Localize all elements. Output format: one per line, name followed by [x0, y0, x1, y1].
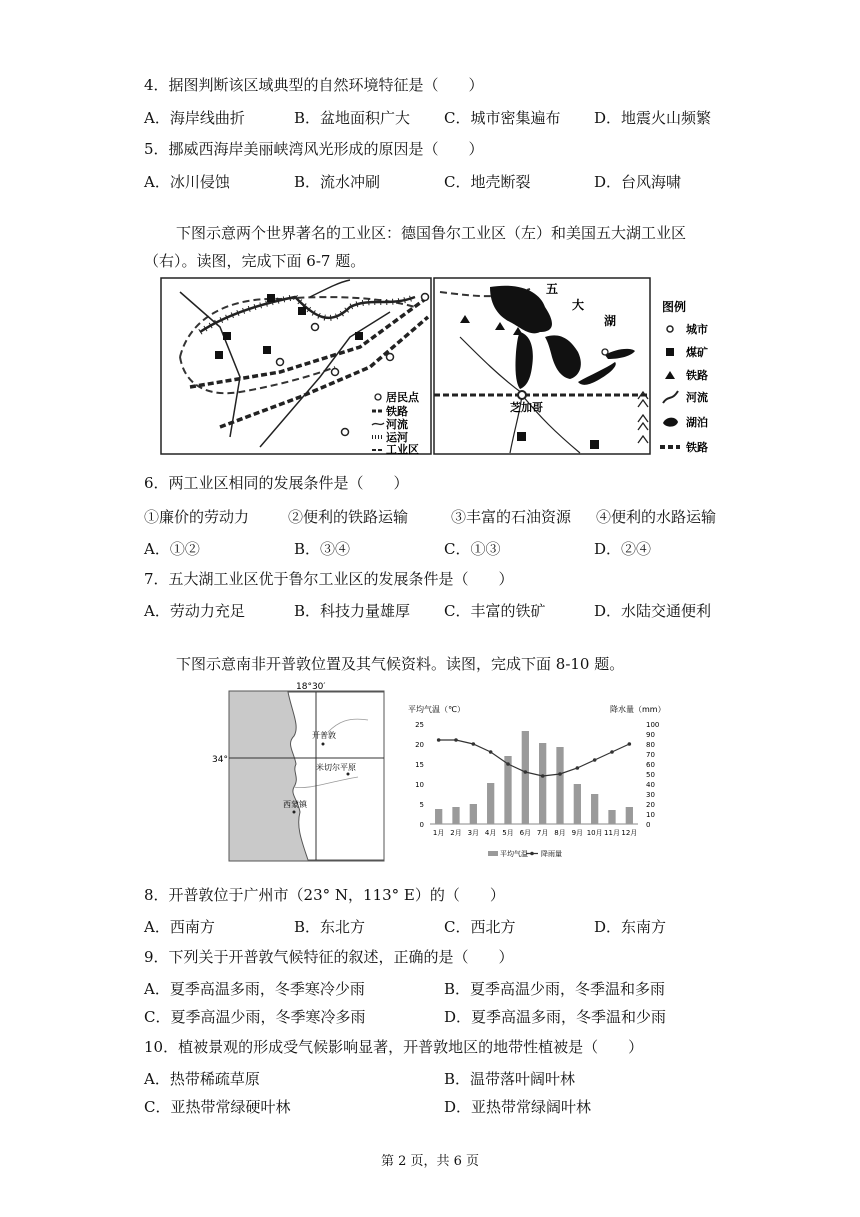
q6-option-c[interactable]: C．①③	[444, 540, 501, 558]
right-legend-coal: 煤矿	[686, 346, 708, 359]
q8-option-b[interactable]: B．东北方	[294, 918, 366, 936]
rainfall-bar	[608, 810, 615, 824]
chart-y2-tick-label: 50	[646, 771, 655, 779]
right-legend-title: 图例	[662, 300, 687, 314]
chart-x-tick-label: 6月	[519, 829, 532, 837]
q9-option-c[interactable]: C．夏季高温少雨，冬季寒冷多雨	[144, 1008, 366, 1026]
chart-x-tick-label: 8月	[554, 829, 566, 837]
temperature-point	[506, 762, 510, 766]
q9-option-d[interactable]: D．夏季高温多雨，冬季温和少雨	[444, 1008, 667, 1026]
chart-y-tick-label: 0	[419, 821, 424, 829]
cape-town-map	[212, 682, 388, 864]
q7-option-c[interactable]: C．丰富的铁矿	[444, 602, 546, 620]
question-5-stem: 5．挪威西海岸美丽峡湾风光形成的原因是（ ）	[144, 140, 484, 158]
chart-y2-tick-label: 60	[646, 761, 655, 769]
chart-y-tick-label: 20	[415, 741, 424, 749]
rainfall-bar	[470, 804, 477, 824]
q6-statement-4: ④便利的水路运输	[596, 508, 717, 526]
legend-rain-swatch	[488, 851, 498, 856]
q5-option-b[interactable]: B．流水冲刷	[294, 173, 381, 191]
chart-y2-tick-label: 20	[646, 801, 655, 809]
temperature-point	[524, 770, 528, 774]
temperature-point	[576, 766, 580, 770]
q10-option-d[interactable]: D．亚热带常绿阔叶林	[444, 1098, 592, 1116]
question-9-stem: 9．下列关于开普敦气候特征的叙述，正确的是（ ）	[144, 948, 514, 966]
rainfall-bar	[435, 809, 442, 824]
chart-y-tick-label: 10	[415, 781, 424, 789]
chart-y2-tick-label: 70	[646, 751, 655, 759]
rainfall-bar	[452, 807, 459, 824]
q10-option-a[interactable]: A．热带稀疏草原	[144, 1070, 260, 1088]
rainfall-bar	[556, 747, 563, 824]
page-footer: 第 2 页，共 6 页	[380, 1154, 480, 1169]
rainfall-bar	[591, 794, 598, 824]
chart-y2-tick-label: 0	[646, 821, 651, 829]
chart-ylabel: 平均气温（℃）	[408, 705, 465, 714]
chart-y2-tick-label: 40	[646, 781, 655, 789]
chart-x-tick-label: 5月	[502, 829, 514, 837]
legend-line-marker	[530, 852, 534, 856]
question-8-stem: 8．开普敦位于广州市（23° N，113° E）的（ ）	[144, 886, 505, 904]
q5-option-d[interactable]: D．台风海啸	[594, 173, 682, 191]
rainfall-bar	[574, 784, 581, 824]
temperature-point	[489, 750, 493, 754]
q7-option-a[interactable]: A．劳动力充足	[144, 602, 245, 620]
right-legend-railway: 铁路	[686, 441, 708, 454]
chart-y2-tick-label: 90	[646, 731, 655, 739]
chart-x-tick-label: 3月	[467, 829, 480, 837]
right-legend-city: 城市	[686, 323, 708, 336]
legend-rain-label: 降雨量	[541, 850, 562, 858]
q4-option-a[interactable]: A．海岸线曲折	[144, 109, 245, 127]
rainfall-bar	[504, 756, 511, 824]
cape-map-place-cape-town: 开普敦	[312, 731, 336, 740]
q6-option-b[interactable]: B．③④	[294, 540, 351, 558]
q7-option-b[interactable]: B．科技力量雄厚	[294, 602, 411, 620]
chart-x-tick-label: 9月	[571, 829, 584, 837]
intro-8-10: 下图示意南非开普敦位置及其气候资料。读图，完成下面 8-10 题。	[176, 655, 625, 673]
q4-option-d[interactable]: D．地震火山频繁	[594, 109, 712, 127]
ruhr-legend-settlement: 居民点	[386, 391, 419, 404]
lakes-label-big: 大	[572, 298, 585, 312]
chart-y2-tick-label: 30	[646, 791, 655, 799]
cape-map-place-mitchells-plain: 米切尔平原	[316, 763, 356, 772]
q6-statement-3: ③丰富的石油资源	[451, 508, 572, 526]
chart-y2-tick-label: 10	[646, 811, 655, 819]
ruhr-legend-canal: 运河	[386, 431, 408, 444]
industrial-regions-figure	[160, 277, 720, 457]
temperature-point	[541, 774, 545, 778]
temperature-point	[454, 738, 458, 742]
right-legend-river: 河流	[686, 391, 708, 404]
cape-town-climate-chart	[400, 700, 670, 864]
temperature-point	[593, 758, 597, 762]
question-4-stem: 4．据图判断该区域典型的自然环境特征是（ ）	[144, 76, 484, 94]
chart-y2label: 降水量（mm）	[610, 705, 666, 714]
q6-statement-1: ①廉价的劳动力	[144, 508, 250, 526]
temperature-point	[472, 742, 476, 746]
q4-option-c[interactable]: C．城市密集遍布	[444, 109, 561, 127]
temperature-point	[558, 772, 562, 776]
legend-temperature-label: 平均气温	[500, 850, 528, 858]
intro-6-7-line2: （右）。读图，完成下面 6-7 题。	[144, 252, 366, 270]
chart-x-tick-label: 2月	[450, 829, 462, 837]
right-legend-lake: 湖泊	[686, 416, 708, 429]
q9-option-b[interactable]: B．夏季高温少雨，冬季温和多雨	[444, 980, 666, 998]
ruhr-legend-railway: 铁路	[386, 405, 408, 418]
chart-x-tick-label: 10月	[586, 829, 603, 837]
chart-y-tick-label: 25	[415, 721, 424, 729]
q9-option-a[interactable]: A．夏季高温多雨，冬季寒冷少雨	[144, 980, 365, 998]
temperature-point	[628, 742, 632, 746]
chart-y2-tick-label: 100	[646, 721, 660, 729]
q8-option-c[interactable]: C．西北方	[444, 918, 516, 936]
q8-option-d[interactable]: D．东南方	[594, 918, 667, 936]
cape-map-place-simons-town: 西蒙镇	[283, 800, 307, 809]
chart-x-tick-label: 4月	[484, 829, 497, 837]
rainfall-bar	[539, 743, 546, 824]
chart-y2-tick-label: 80	[646, 741, 655, 749]
question-7-stem: 7．五大湖工业区优于鲁尔工业区的发展条件是（ ）	[144, 570, 514, 588]
q10-option-c[interactable]: C．亚热带常绿硬叶林	[144, 1098, 291, 1116]
q7-option-d[interactable]: D．水陆交通便利	[594, 602, 712, 620]
lakes-label-5: 五	[546, 282, 559, 296]
ruhr-legend-river: 河流	[386, 418, 408, 431]
chart-x-tick-label: 11月	[604, 829, 620, 837]
temperature-line	[439, 740, 630, 776]
q5-option-c[interactable]: C．地壳断裂	[444, 173, 531, 191]
lakes-label-chicago: 芝加哥	[510, 401, 543, 414]
question-10-stem: 10．植被景观的形成受气候影响显著，开普敦地区的地带性植被是（ ）	[144, 1038, 644, 1056]
rainfall-bar	[522, 731, 529, 824]
temperature-point	[610, 750, 614, 754]
q8-option-a[interactable]: A．西南方	[144, 918, 215, 936]
temperature-point	[437, 738, 441, 742]
chart-y-tick-label: 5	[419, 801, 424, 809]
question-6-stem: 6．两工业区相同的发展条件是（ ）	[144, 474, 409, 492]
rainfall-bar	[626, 807, 633, 824]
right-legend-triangle: 铁路	[686, 369, 708, 382]
q5-option-a[interactable]: A．冰川侵蚀	[144, 173, 230, 191]
chart-y-tick-label: 15	[415, 761, 424, 769]
ruhr-legend-industrial-zone: 工业区	[386, 443, 419, 456]
q6-statement-2: ②便利的铁路运输	[288, 508, 409, 526]
cape-map-latitude: 34°	[212, 755, 228, 765]
cape-map-longitude: 18°30′	[296, 682, 326, 692]
q10-option-b[interactable]: B．温带落叶阔叶林	[444, 1070, 576, 1088]
q6-option-a[interactable]: A．①②	[144, 540, 200, 558]
rainfall-bar	[487, 783, 494, 824]
lakes-label-lake: 湖	[604, 314, 617, 328]
q6-option-d[interactable]: D．②④	[594, 540, 652, 558]
chart-x-tick-label: 7月	[536, 829, 549, 837]
chart-x-tick-label: 1月	[432, 829, 445, 837]
intro-6-7-line1: 下图示意两个世界著名的工业区：德国鲁尔工业区（左）和美国五大湖工业区	[176, 224, 687, 242]
chart-x-tick-label: 12月	[621, 829, 638, 837]
q4-option-b[interactable]: B．盆地面积广大	[294, 109, 411, 127]
